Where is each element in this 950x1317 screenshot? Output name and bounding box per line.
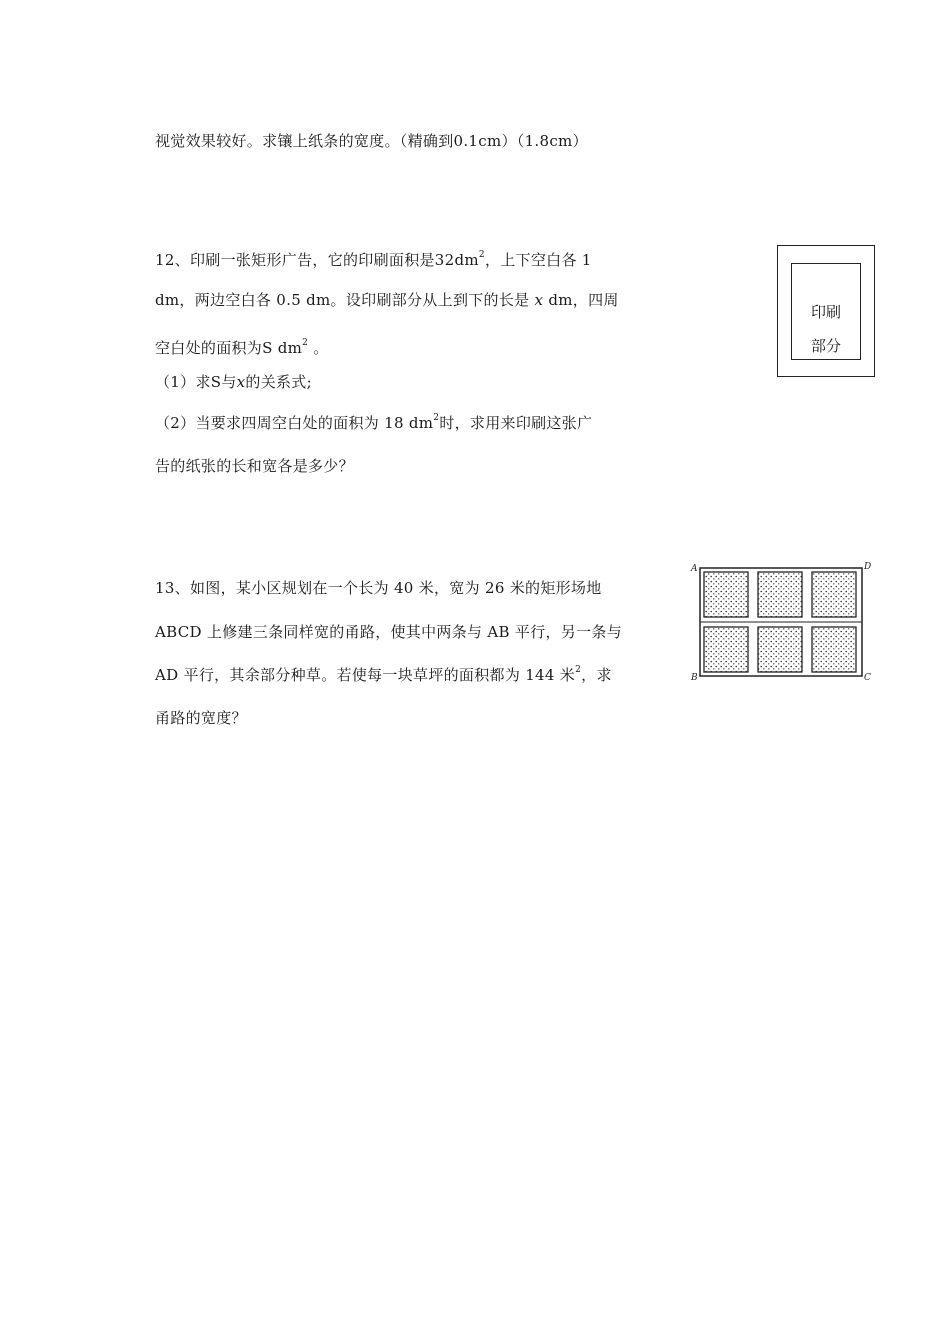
q12-part-1 xyxy=(155,372,312,392)
q12-part-1-a: （1）求S与 xyxy=(155,373,237,391)
print-area-inner-rect xyxy=(791,263,861,360)
lawn-cell xyxy=(812,627,856,672)
q12-line-2-a: dm，两边空白各 0.5 dm。设印刷部分从上到下的长是 xyxy=(155,291,530,309)
q12-part-2-a: （2）当要求四周空白处的面积为 18 dm xyxy=(155,414,434,432)
q12-part-2-sup: 2 xyxy=(433,413,440,423)
q12-line-3-sup: 2 xyxy=(302,338,309,348)
q12-line-1-text: 12、印刷一张矩形广告，它的印刷面积是32dm xyxy=(155,251,479,269)
lawn-cell xyxy=(812,572,856,617)
corner-d-label: D xyxy=(864,562,872,572)
q13-line-4: 甬路的宽度？ xyxy=(155,709,247,727)
q13-line-1: 13、如图，某小区规划在一个长为 40 米，宽为 26 米的矩形场地 xyxy=(155,579,602,597)
q12-part-2-b: 时，求用来印刷这张广 xyxy=(439,414,593,432)
print-area-label-1: 印刷 xyxy=(810,303,841,321)
q13-line-3 xyxy=(155,665,612,685)
q12-line-2 xyxy=(155,290,619,310)
lawn-cell xyxy=(758,627,802,672)
q12-line-1-tail: ，上下空白各 1 xyxy=(484,251,592,269)
corner-a-label: A xyxy=(691,564,698,574)
q12-line-1-sup: 2 xyxy=(478,250,485,260)
lawn-layout-figure xyxy=(690,560,875,682)
q13-line-3-sup: 2 xyxy=(575,665,582,675)
lawn-cell xyxy=(704,627,748,672)
corner-b-label: B xyxy=(691,673,698,682)
corner-c-label: C xyxy=(864,673,871,682)
q12-part-2-line-2: 告的纸张的长和宽各是多少？ xyxy=(155,457,354,475)
print-area-figure xyxy=(777,245,875,377)
q12-part-2 xyxy=(155,413,592,433)
q12-line-3-b: 。 xyxy=(313,339,329,357)
print-area-label-2: 部分 xyxy=(810,337,841,355)
q13-line-2: ABCD 上修建三条同样宽的甬路，使其中两条与 AB 平行，另一条与 xyxy=(155,623,622,641)
intro-line: 视觉效果较好。求镶上纸条的宽度。（精确到0.1cm）（1.8cm） xyxy=(155,132,588,150)
lawn-cell xyxy=(758,572,802,617)
q12-line-1 xyxy=(155,250,592,270)
q12-part-1-b: 的关系式; xyxy=(245,373,312,391)
q12-line-3-a: 空白处的面积为S dm xyxy=(155,339,303,357)
q12-line-3 xyxy=(155,338,329,358)
q12-part-1-var: x xyxy=(236,373,246,391)
q13-line-3-a: AD 平行，其余部分种草。若使每一块草坪的面积都为 144 米 xyxy=(155,666,576,684)
lawn-cell xyxy=(704,572,748,617)
q12-line-2-b: dm，四周 xyxy=(548,291,619,309)
q12-var-x: x xyxy=(534,291,544,309)
q13-line-3-b: ，求 xyxy=(581,666,612,684)
